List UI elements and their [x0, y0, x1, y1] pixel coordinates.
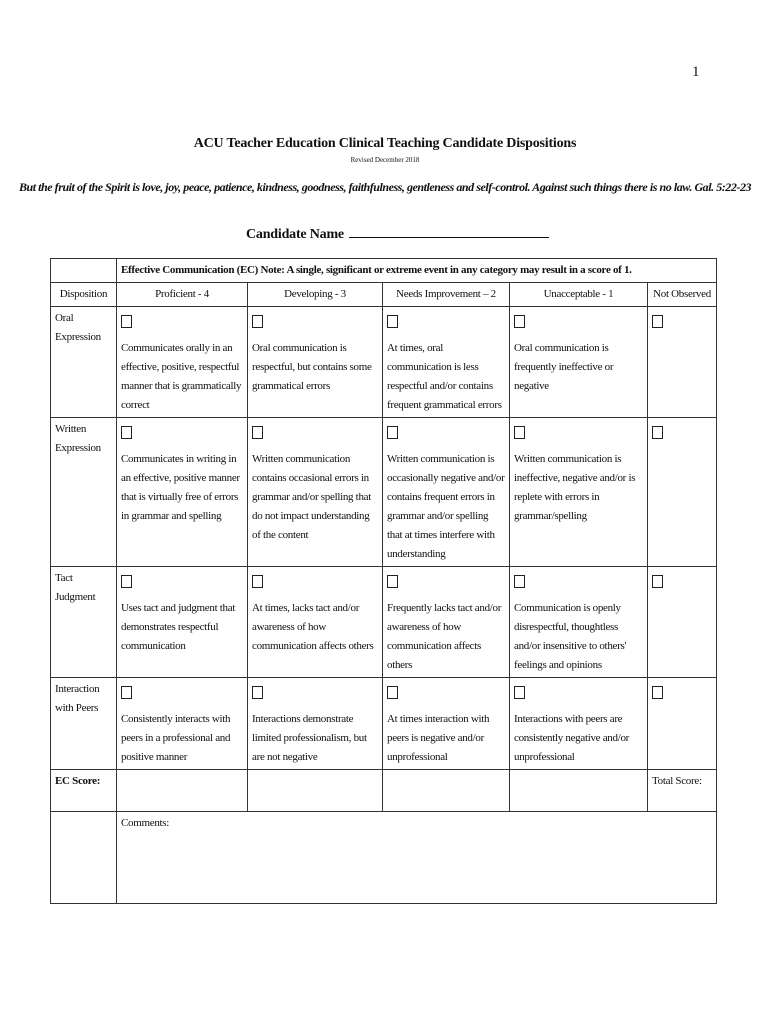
unacceptable-checkbox[interactable] — [514, 315, 525, 328]
not-observed-cell — [648, 678, 717, 770]
developing-description: At times, lacks tact and/or awareness of how communication affects others — [252, 602, 374, 652]
needs-improvement-cell — [383, 418, 510, 567]
candidate-name-label: Candidate Name — [246, 227, 344, 242]
not-observed-cell — [648, 307, 717, 418]
comments-label: Comments: — [121, 817, 170, 829]
unacceptable-cell — [510, 567, 648, 678]
not-observed-checkbox[interactable] — [652, 426, 663, 439]
developing-checkbox[interactable] — [252, 575, 263, 588]
table-row — [51, 567, 717, 678]
page-number: 1 — [692, 64, 700, 80]
ec-score-proficient-cell[interactable] — [117, 770, 248, 812]
developing-checkbox[interactable] — [252, 315, 263, 328]
proficient-checkbox[interactable] — [121, 315, 132, 328]
developing-checkbox[interactable] — [252, 686, 263, 699]
proficient-checkbox[interactable] — [121, 575, 132, 588]
column-header-unacceptable: Unacceptable - 1 — [510, 283, 648, 307]
ec-score-needs-improvement-cell[interactable] — [383, 770, 510, 812]
needs-improvement-checkbox[interactable] — [387, 575, 398, 588]
table-note: Effective Communication (EC) Note: A single, significant or extreme event in any category may result in a score of 1. — [117, 259, 717, 283]
unacceptable-cell — [510, 418, 648, 567]
column-header-not-observed: Not Observed — [648, 283, 717, 307]
developing-description: Interactions demonstrate limited professionalism, but are not negative — [252, 713, 367, 763]
proficient-description: Communicates in writing in an effective, positive manner that is virtually free of errors in grammar and spelling — [121, 453, 240, 522]
proficient-cell — [117, 678, 248, 770]
not-observed-cell — [648, 418, 717, 567]
ec-score-unacceptable-cell[interactable] — [510, 770, 648, 812]
needs-improvement-checkbox[interactable] — [387, 426, 398, 439]
not-observed-checkbox[interactable] — [652, 315, 663, 328]
developing-cell — [248, 418, 383, 567]
table-row — [51, 418, 717, 567]
unacceptable-description: Interactions with peers are consistently negative and/or unprofessional — [514, 713, 630, 763]
column-header-proficient: Proficient - 4 — [117, 283, 248, 307]
proficient-description: Communicates orally in an effective, positive, respectful manner that is grammatically correct — [121, 342, 242, 411]
disposition-label: Interaction with Peers — [51, 678, 117, 770]
column-header-needs-improvement: Needs Improvement – 2 — [383, 283, 510, 307]
proficient-description: Consistently interacts with peers in a professional and positive manner — [121, 713, 231, 763]
blank-header-cell — [51, 259, 117, 283]
needs-improvement-description: Written communication is occasionally negative and/or contains frequent errors in grammar and/or spelling that at times interfere with understanding — [387, 453, 505, 560]
developing-checkbox[interactable] — [252, 426, 263, 439]
disposition-label: Written Expression — [51, 418, 117, 567]
developing-description: Oral communication is respectful, but contains some grammatical errors — [252, 342, 372, 392]
table-row — [51, 678, 717, 770]
needs-improvement-cell — [383, 678, 510, 770]
comments-cell[interactable] — [117, 812, 717, 904]
disposition-label: Oral Expression — [51, 307, 117, 418]
scripture-verse: But the fruit of the Spirit is love, joy, peace, patience, kindness, goodness, faithfulness, gentleness and self-control. Against such things there is no law. Gal. 5:22-23 — [18, 180, 752, 194]
blank-comments-cell — [51, 812, 117, 904]
needs-improvement-checkbox[interactable] — [387, 315, 398, 328]
unacceptable-cell — [510, 307, 648, 418]
candidate-name-field[interactable] — [246, 224, 549, 243]
table-row — [51, 307, 717, 418]
proficient-checkbox[interactable] — [121, 426, 132, 439]
unacceptable-checkbox[interactable] — [514, 686, 525, 699]
needs-improvement-cell — [383, 567, 510, 678]
ec-score-developing-cell[interactable] — [248, 770, 383, 812]
unacceptable-cell — [510, 678, 648, 770]
total-score-label: Total Score: — [648, 770, 717, 812]
proficient-cell — [117, 567, 248, 678]
not-observed-checkbox[interactable] — [652, 686, 663, 699]
column-header-disposition: Disposition — [51, 283, 117, 307]
needs-improvement-cell — [383, 307, 510, 418]
disposition-rubric-table — [50, 258, 717, 904]
unacceptable-description: Communication is openly disrespectful, thoughtless and/or insensitive to others' feelings and opinions — [514, 602, 627, 671]
proficient-checkbox[interactable] — [121, 686, 132, 699]
disposition-label: Tact Judgment — [51, 567, 117, 678]
not-observed-cell — [648, 567, 717, 678]
needs-improvement-description: Frequently lacks tact and/or awareness of how communication affects others — [387, 602, 502, 671]
developing-description: Written communication contains occasional errors in grammar and/or spelling that do not impact understanding of the content — [252, 453, 371, 541]
proficient-cell — [117, 418, 248, 567]
developing-cell — [248, 678, 383, 770]
proficient-cell — [117, 307, 248, 418]
proficient-description: Uses tact and judgment that demonstrates respectful communication — [121, 602, 236, 652]
ec-score-label: EC Score: — [51, 770, 117, 812]
developing-cell — [248, 567, 383, 678]
candidate-name-line[interactable] — [349, 224, 549, 238]
needs-improvement-checkbox[interactable] — [387, 686, 398, 699]
unacceptable-description: Written communication is ineffective, negative and/or is replete with errors in grammar/spelling — [514, 453, 636, 522]
not-observed-checkbox[interactable] — [652, 575, 663, 588]
needs-improvement-description: At times interaction with peers is negative and/or unprofessional — [387, 713, 490, 763]
unacceptable-checkbox[interactable] — [514, 426, 525, 439]
document-title: ACU Teacher Education Clinical Teaching Candidate Dispositions — [193, 136, 577, 151]
unacceptable-checkbox[interactable] — [514, 575, 525, 588]
unacceptable-description: Oral communication is frequently ineffective or negative — [514, 342, 614, 392]
needs-improvement-description: At times, oral communication is less respectful and/or contains frequent grammatical errors — [387, 342, 502, 411]
revised-date: Revised December 2018 — [350, 156, 420, 164]
column-header-developing: Developing - 3 — [248, 283, 383, 307]
developing-cell — [248, 307, 383, 418]
